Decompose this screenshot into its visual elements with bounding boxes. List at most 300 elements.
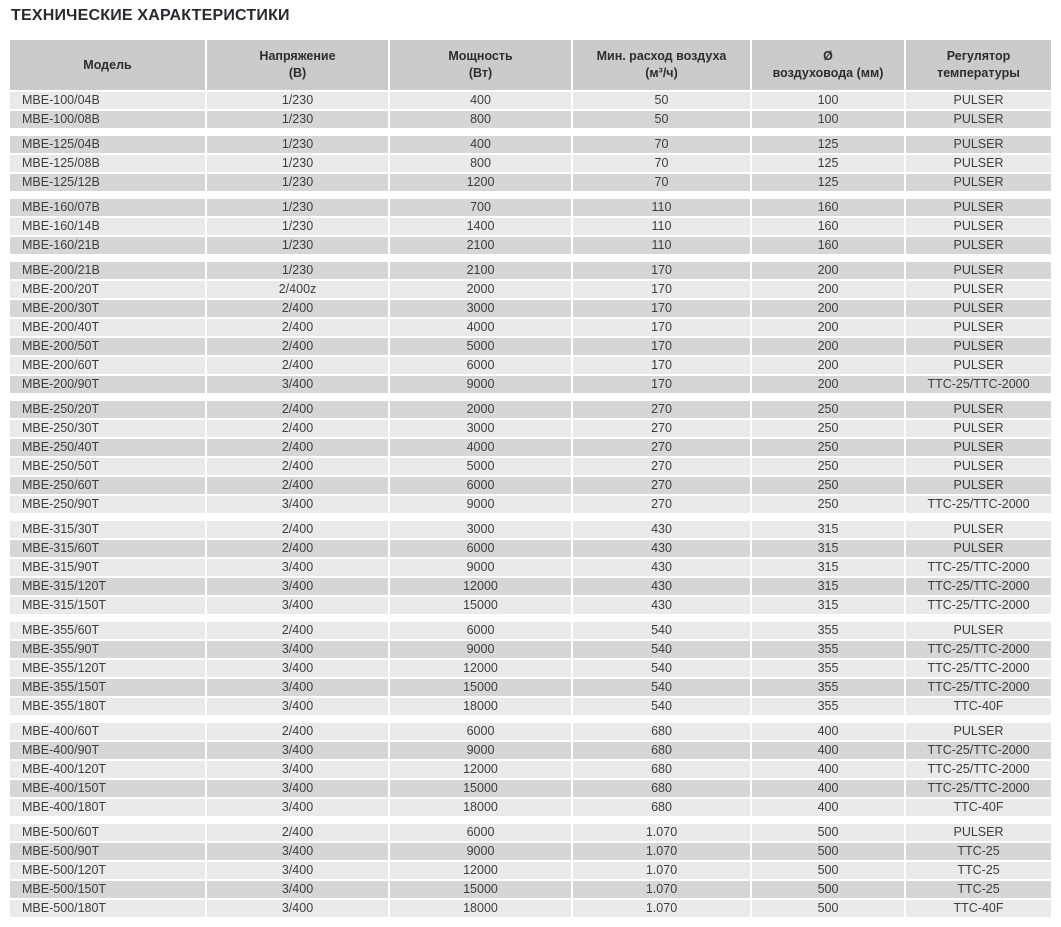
model-cell: MBE-315/30T bbox=[10, 521, 205, 538]
value-cell: 9000 bbox=[390, 376, 571, 393]
value-cell: 700 bbox=[390, 199, 571, 216]
value-cell: 1400 bbox=[390, 218, 571, 235]
table-row bbox=[10, 338, 1051, 355]
model-cell: MBE-200/21B bbox=[10, 262, 205, 279]
header-label-sub: (В) bbox=[288, 66, 307, 80]
value-cell: 18000 bbox=[390, 799, 571, 816]
value-cell: 125 bbox=[752, 174, 904, 191]
table-body bbox=[10, 92, 1051, 917]
model-cell: MBE-125/08B bbox=[10, 155, 205, 172]
value-cell: 270 bbox=[573, 401, 750, 418]
value-cell: 540 bbox=[573, 698, 750, 715]
model-cell: MBE-250/30T bbox=[10, 420, 205, 437]
value-cell: 400 bbox=[752, 761, 904, 778]
value-cell: 200 bbox=[752, 376, 904, 393]
table-row bbox=[10, 199, 1051, 216]
value-cell: TTC-40F bbox=[906, 799, 1051, 816]
value-cell: 1200 bbox=[390, 174, 571, 191]
value-cell: TTC-25/TTC-2000 bbox=[906, 376, 1051, 393]
value-cell: 3/400 bbox=[207, 698, 388, 715]
value-cell: 18000 bbox=[390, 900, 571, 917]
value-cell: TTC-25 bbox=[906, 843, 1051, 860]
value-cell: TTC-40F bbox=[906, 900, 1051, 917]
model-cell: MBE-400/180T bbox=[10, 799, 205, 816]
header-label: Регулятор bbox=[946, 49, 1011, 63]
value-cell: 3/400 bbox=[207, 660, 388, 677]
value-cell: 2/400 bbox=[207, 521, 388, 538]
table-row bbox=[10, 237, 1051, 254]
table-row bbox=[10, 439, 1051, 456]
table-row bbox=[10, 92, 1051, 109]
value-cell: PULSER bbox=[906, 319, 1051, 336]
value-cell: 4000 bbox=[390, 319, 571, 336]
model-cell: MBE-200/30T bbox=[10, 300, 205, 317]
table-header-row bbox=[10, 40, 1051, 90]
value-cell: TTC-25 bbox=[906, 862, 1051, 879]
value-cell: 2/400 bbox=[207, 300, 388, 317]
value-cell: 110 bbox=[573, 237, 750, 254]
value-cell: 170 bbox=[573, 300, 750, 317]
value-cell: 170 bbox=[573, 338, 750, 355]
model-cell: MBE-200/20T bbox=[10, 281, 205, 298]
value-cell: 9000 bbox=[390, 843, 571, 860]
value-cell: 250 bbox=[752, 420, 904, 437]
model-cell: MBE-200/40T bbox=[10, 319, 205, 336]
value-cell: 2/400 bbox=[207, 357, 388, 374]
value-cell: 12000 bbox=[390, 761, 571, 778]
value-cell: PULSER bbox=[906, 136, 1051, 153]
value-cell: 170 bbox=[573, 357, 750, 374]
model-cell: MBE-315/120T bbox=[10, 578, 205, 595]
value-cell: 2/400 bbox=[207, 338, 388, 355]
value-cell: 5000 bbox=[390, 338, 571, 355]
table-row bbox=[10, 540, 1051, 557]
value-cell: 500 bbox=[752, 900, 904, 917]
value-cell: 2100 bbox=[390, 237, 571, 254]
table-row bbox=[10, 155, 1051, 172]
value-cell: 9000 bbox=[390, 496, 571, 513]
value-cell: 800 bbox=[390, 155, 571, 172]
model-cell: MBE-200/90T bbox=[10, 376, 205, 393]
value-cell: 3/400 bbox=[207, 496, 388, 513]
value-cell: 2/400z bbox=[207, 281, 388, 298]
value-cell: 250 bbox=[752, 458, 904, 475]
value-cell: 680 bbox=[573, 799, 750, 816]
value-cell: 500 bbox=[752, 862, 904, 879]
value-cell: 3/400 bbox=[207, 881, 388, 898]
group-separator bbox=[10, 515, 1051, 519]
value-cell: 2/400 bbox=[207, 622, 388, 639]
value-cell: 2/400 bbox=[207, 723, 388, 740]
value-cell: 680 bbox=[573, 780, 750, 797]
value-cell: 680 bbox=[573, 723, 750, 740]
table-row bbox=[10, 218, 1051, 235]
value-cell: 6000 bbox=[390, 477, 571, 494]
value-cell: 170 bbox=[573, 281, 750, 298]
table-row bbox=[10, 824, 1051, 841]
header-cell-voltage bbox=[207, 40, 388, 90]
value-cell: 430 bbox=[573, 521, 750, 538]
value-cell: 1/230 bbox=[207, 199, 388, 216]
value-cell: 500 bbox=[752, 881, 904, 898]
value-cell: 3/400 bbox=[207, 679, 388, 696]
table-row bbox=[10, 401, 1051, 418]
value-cell: TTC-25/TTC-2000 bbox=[906, 761, 1051, 778]
value-cell: PULSER bbox=[906, 218, 1051, 235]
group-separator bbox=[10, 616, 1051, 620]
value-cell: 2100 bbox=[390, 262, 571, 279]
model-cell: MBE-500/120T bbox=[10, 862, 205, 879]
model-cell: MBE-100/08B bbox=[10, 111, 205, 128]
value-cell: 200 bbox=[752, 300, 904, 317]
value-cell: 3/400 bbox=[207, 862, 388, 879]
value-cell: 2000 bbox=[390, 281, 571, 298]
value-cell: PULSER bbox=[906, 300, 1051, 317]
value-cell: PULSER bbox=[906, 357, 1051, 374]
value-cell: 160 bbox=[752, 218, 904, 235]
value-cell: 1/230 bbox=[207, 111, 388, 128]
value-cell: PULSER bbox=[906, 111, 1051, 128]
value-cell: PULSER bbox=[906, 824, 1051, 841]
value-cell: 1.070 bbox=[573, 881, 750, 898]
header-cell-power bbox=[390, 40, 571, 90]
value-cell: 170 bbox=[573, 376, 750, 393]
value-cell: PULSER bbox=[906, 262, 1051, 279]
value-cell: 355 bbox=[752, 679, 904, 696]
value-cell: 100 bbox=[752, 92, 904, 109]
table-row bbox=[10, 799, 1051, 816]
value-cell: 3/400 bbox=[207, 559, 388, 576]
header-cell-temp-regulator bbox=[906, 40, 1051, 90]
value-cell: 1.070 bbox=[573, 843, 750, 860]
value-cell: 1/230 bbox=[207, 136, 388, 153]
value-cell: PULSER bbox=[906, 92, 1051, 109]
value-cell: 9000 bbox=[390, 559, 571, 576]
value-cell: 18000 bbox=[390, 698, 571, 715]
value-cell: 6000 bbox=[390, 824, 571, 841]
value-cell: 200 bbox=[752, 357, 904, 374]
model-cell: MBE-500/90T bbox=[10, 843, 205, 860]
header-label-sub: воздуховода (мм) bbox=[772, 66, 884, 80]
value-cell: PULSER bbox=[906, 401, 1051, 418]
value-cell: 1.070 bbox=[573, 862, 750, 879]
value-cell: 400 bbox=[390, 92, 571, 109]
model-cell: MBE-100/04B bbox=[10, 92, 205, 109]
value-cell: 400 bbox=[752, 723, 904, 740]
table-row bbox=[10, 281, 1051, 298]
model-cell: MBE-125/04B bbox=[10, 136, 205, 153]
value-cell: 400 bbox=[390, 136, 571, 153]
value-cell: 1.070 bbox=[573, 824, 750, 841]
header-label-sub: температуры bbox=[937, 66, 1020, 80]
value-cell: 3/400 bbox=[207, 742, 388, 759]
value-cell: PULSER bbox=[906, 281, 1051, 298]
value-cell: 2/400 bbox=[207, 319, 388, 336]
group-separator bbox=[10, 130, 1051, 134]
value-cell: 2/400 bbox=[207, 477, 388, 494]
model-cell: MBE-400/150T bbox=[10, 780, 205, 797]
value-cell: 200 bbox=[752, 281, 904, 298]
table-row bbox=[10, 319, 1051, 336]
value-cell: 430 bbox=[573, 540, 750, 557]
value-cell: 400 bbox=[752, 799, 904, 816]
table-row bbox=[10, 780, 1051, 797]
value-cell: 1/230 bbox=[207, 174, 388, 191]
value-cell: 430 bbox=[573, 597, 750, 614]
model-cell: MBE-200/50T bbox=[10, 338, 205, 355]
value-cell: 250 bbox=[752, 439, 904, 456]
value-cell: TTC-40F bbox=[906, 698, 1051, 715]
value-cell: 680 bbox=[573, 761, 750, 778]
value-cell: 125 bbox=[752, 136, 904, 153]
value-cell: 15000 bbox=[390, 881, 571, 898]
table-row bbox=[10, 420, 1051, 437]
value-cell: 250 bbox=[752, 401, 904, 418]
table-row bbox=[10, 174, 1051, 191]
value-cell: TTC-25/TTC-2000 bbox=[906, 641, 1051, 658]
header-label-sub: (м³/ч) bbox=[645, 66, 678, 80]
table-row bbox=[10, 496, 1051, 513]
value-cell: 6000 bbox=[390, 540, 571, 557]
value-cell: 110 bbox=[573, 218, 750, 235]
value-cell: 540 bbox=[573, 660, 750, 677]
table-row bbox=[10, 843, 1051, 860]
value-cell: 170 bbox=[573, 319, 750, 336]
header-label: Модель bbox=[83, 57, 132, 72]
table-row bbox=[10, 881, 1051, 898]
value-cell: 250 bbox=[752, 477, 904, 494]
value-cell: 3000 bbox=[390, 521, 571, 538]
value-cell: 500 bbox=[752, 843, 904, 860]
table-row bbox=[10, 641, 1051, 658]
value-cell: 3/400 bbox=[207, 376, 388, 393]
value-cell: 2/400 bbox=[207, 439, 388, 456]
table-row bbox=[10, 723, 1051, 740]
value-cell: 15000 bbox=[390, 780, 571, 797]
table-row bbox=[10, 578, 1051, 595]
value-cell: PULSER bbox=[906, 174, 1051, 191]
value-cell: 170 bbox=[573, 262, 750, 279]
value-cell: 1/230 bbox=[207, 218, 388, 235]
table-row bbox=[10, 698, 1051, 715]
value-cell: 200 bbox=[752, 319, 904, 336]
value-cell: 315 bbox=[752, 559, 904, 576]
table-row bbox=[10, 376, 1051, 393]
table-row bbox=[10, 136, 1051, 153]
value-cell: 15000 bbox=[390, 597, 571, 614]
value-cell: 315 bbox=[752, 540, 904, 557]
value-cell: 270 bbox=[573, 420, 750, 437]
value-cell: 3/400 bbox=[207, 780, 388, 797]
value-cell: 200 bbox=[752, 338, 904, 355]
value-cell: 540 bbox=[573, 641, 750, 658]
value-cell: 250 bbox=[752, 496, 904, 513]
value-cell: PULSER bbox=[906, 540, 1051, 557]
value-cell: TTC-25/TTC-2000 bbox=[906, 679, 1051, 696]
value-cell: PULSER bbox=[906, 723, 1051, 740]
value-cell: 355 bbox=[752, 660, 904, 677]
header-cell-duct-diameter bbox=[752, 40, 904, 90]
value-cell: 12000 bbox=[390, 660, 571, 677]
value-cell: 6000 bbox=[390, 622, 571, 639]
value-cell: 70 bbox=[573, 136, 750, 153]
value-cell: 70 bbox=[573, 174, 750, 191]
value-cell: TTC-25 bbox=[906, 881, 1051, 898]
group-separator bbox=[10, 193, 1051, 197]
table-row bbox=[10, 300, 1051, 317]
group-separator bbox=[10, 395, 1051, 399]
value-cell: 3/400 bbox=[207, 641, 388, 658]
value-cell: 355 bbox=[752, 698, 904, 715]
value-cell: 12000 bbox=[390, 578, 571, 595]
model-cell: MBE-315/150T bbox=[10, 597, 205, 614]
table-row bbox=[10, 262, 1051, 279]
value-cell: TTC-25/TTC-2000 bbox=[906, 559, 1051, 576]
value-cell: 1/230 bbox=[207, 262, 388, 279]
value-cell: 160 bbox=[752, 199, 904, 216]
model-cell: MBE-250/20T bbox=[10, 401, 205, 418]
model-cell: MBE-315/60T bbox=[10, 540, 205, 557]
value-cell: 9000 bbox=[390, 641, 571, 658]
model-cell: MBE-160/07B bbox=[10, 199, 205, 216]
value-cell: 50 bbox=[573, 92, 750, 109]
value-cell: PULSER bbox=[906, 237, 1051, 254]
value-cell: TTC-25/TTC-2000 bbox=[906, 496, 1051, 513]
value-cell: 270 bbox=[573, 439, 750, 456]
table-row bbox=[10, 477, 1051, 494]
model-cell: MBE-250/90T bbox=[10, 496, 205, 513]
table-row bbox=[10, 862, 1051, 879]
table-row bbox=[10, 597, 1051, 614]
value-cell: PULSER bbox=[906, 199, 1051, 216]
model-cell: MBE-315/90T bbox=[10, 559, 205, 576]
group-separator bbox=[10, 818, 1051, 822]
value-cell: 315 bbox=[752, 578, 904, 595]
model-cell: MBE-500/180T bbox=[10, 900, 205, 917]
value-cell: 50 bbox=[573, 111, 750, 128]
header-label: Напряжение bbox=[259, 49, 336, 63]
table-row bbox=[10, 458, 1051, 475]
value-cell: 200 bbox=[752, 262, 904, 279]
value-cell: 680 bbox=[573, 742, 750, 759]
table-row bbox=[10, 900, 1051, 917]
value-cell: 15000 bbox=[390, 679, 571, 696]
header-label: Ø bbox=[823, 49, 833, 63]
model-cell: MBE-500/150T bbox=[10, 881, 205, 898]
value-cell: 6000 bbox=[390, 723, 571, 740]
value-cell: 3/400 bbox=[207, 900, 388, 917]
page-title: ТЕХНИЧЕСКИЕ ХАРАКТЕРИСТИКИ bbox=[11, 7, 290, 24]
value-cell: 270 bbox=[573, 496, 750, 513]
table-row bbox=[10, 660, 1051, 677]
value-cell: 9000 bbox=[390, 742, 571, 759]
value-cell: 160 bbox=[752, 237, 904, 254]
value-cell: PULSER bbox=[906, 155, 1051, 172]
model-cell: MBE-355/150T bbox=[10, 679, 205, 696]
value-cell: TTC-25/TTC-2000 bbox=[906, 597, 1051, 614]
value-cell: 270 bbox=[573, 477, 750, 494]
value-cell: 1/230 bbox=[207, 155, 388, 172]
spec-table bbox=[10, 40, 1051, 917]
value-cell: 3/400 bbox=[207, 597, 388, 614]
model-cell: MBE-400/90T bbox=[10, 742, 205, 759]
value-cell: 3/400 bbox=[207, 578, 388, 595]
value-cell: 540 bbox=[573, 679, 750, 696]
value-cell: 3/400 bbox=[207, 843, 388, 860]
header-label: Мощность bbox=[448, 49, 513, 63]
value-cell: PULSER bbox=[906, 439, 1051, 456]
value-cell: TTC-25/TTC-2000 bbox=[906, 742, 1051, 759]
table-row bbox=[10, 679, 1051, 696]
value-cell: 1/230 bbox=[207, 237, 388, 254]
value-cell: 110 bbox=[573, 199, 750, 216]
header-label-sub: (Вт) bbox=[468, 66, 493, 80]
model-cell: MBE-355/120T bbox=[10, 660, 205, 677]
model-cell: MBE-355/90T bbox=[10, 641, 205, 658]
value-cell: 430 bbox=[573, 578, 750, 595]
model-cell: MBE-250/50T bbox=[10, 458, 205, 475]
value-cell: PULSER bbox=[906, 420, 1051, 437]
model-cell: MBE-250/40T bbox=[10, 439, 205, 456]
value-cell: 100 bbox=[752, 111, 904, 128]
table-row bbox=[10, 111, 1051, 128]
value-cell: 400 bbox=[752, 780, 904, 797]
value-cell: 2/400 bbox=[207, 420, 388, 437]
model-cell: MBE-400/60T bbox=[10, 723, 205, 740]
model-cell: MBE-400/120T bbox=[10, 761, 205, 778]
value-cell: TTC-25/TTC-2000 bbox=[906, 660, 1051, 677]
value-cell: 540 bbox=[573, 622, 750, 639]
model-cell: MBE-160/21B bbox=[10, 237, 205, 254]
model-cell: MBE-355/60T bbox=[10, 622, 205, 639]
value-cell: TTC-25/TTC-2000 bbox=[906, 780, 1051, 797]
value-cell: TTC-25/TTC-2000 bbox=[906, 578, 1051, 595]
model-cell: MBE-125/12B bbox=[10, 174, 205, 191]
value-cell: 500 bbox=[752, 824, 904, 841]
value-cell: 800 bbox=[390, 111, 571, 128]
table-row bbox=[10, 357, 1051, 374]
value-cell: 400 bbox=[752, 742, 904, 759]
header-label: Мин. расход воздуха bbox=[596, 49, 727, 63]
value-cell: 2/400 bbox=[207, 401, 388, 418]
value-cell: 355 bbox=[752, 622, 904, 639]
value-cell: 125 bbox=[752, 155, 904, 172]
value-cell: PULSER bbox=[906, 338, 1051, 355]
value-cell: 315 bbox=[752, 597, 904, 614]
table-row bbox=[10, 559, 1051, 576]
value-cell: 2000 bbox=[390, 401, 571, 418]
value-cell: PULSER bbox=[906, 521, 1051, 538]
value-cell: 3000 bbox=[390, 420, 571, 437]
model-cell: MBE-200/60T bbox=[10, 357, 205, 374]
model-cell: MBE-160/14B bbox=[10, 218, 205, 235]
group-separator bbox=[10, 717, 1051, 721]
value-cell: 430 bbox=[573, 559, 750, 576]
value-cell: 315 bbox=[752, 521, 904, 538]
table-row bbox=[10, 521, 1051, 538]
value-cell: 3/400 bbox=[207, 761, 388, 778]
value-cell: 2/400 bbox=[207, 540, 388, 557]
header-cell-model bbox=[10, 40, 205, 90]
value-cell: PULSER bbox=[906, 477, 1051, 494]
value-cell: 270 bbox=[573, 458, 750, 475]
table-row bbox=[10, 742, 1051, 759]
value-cell: 12000 bbox=[390, 862, 571, 879]
model-cell: MBE-250/60T bbox=[10, 477, 205, 494]
value-cell: 3/400 bbox=[207, 799, 388, 816]
model-cell: MBE-500/60T bbox=[10, 824, 205, 841]
value-cell: 2/400 bbox=[207, 458, 388, 475]
